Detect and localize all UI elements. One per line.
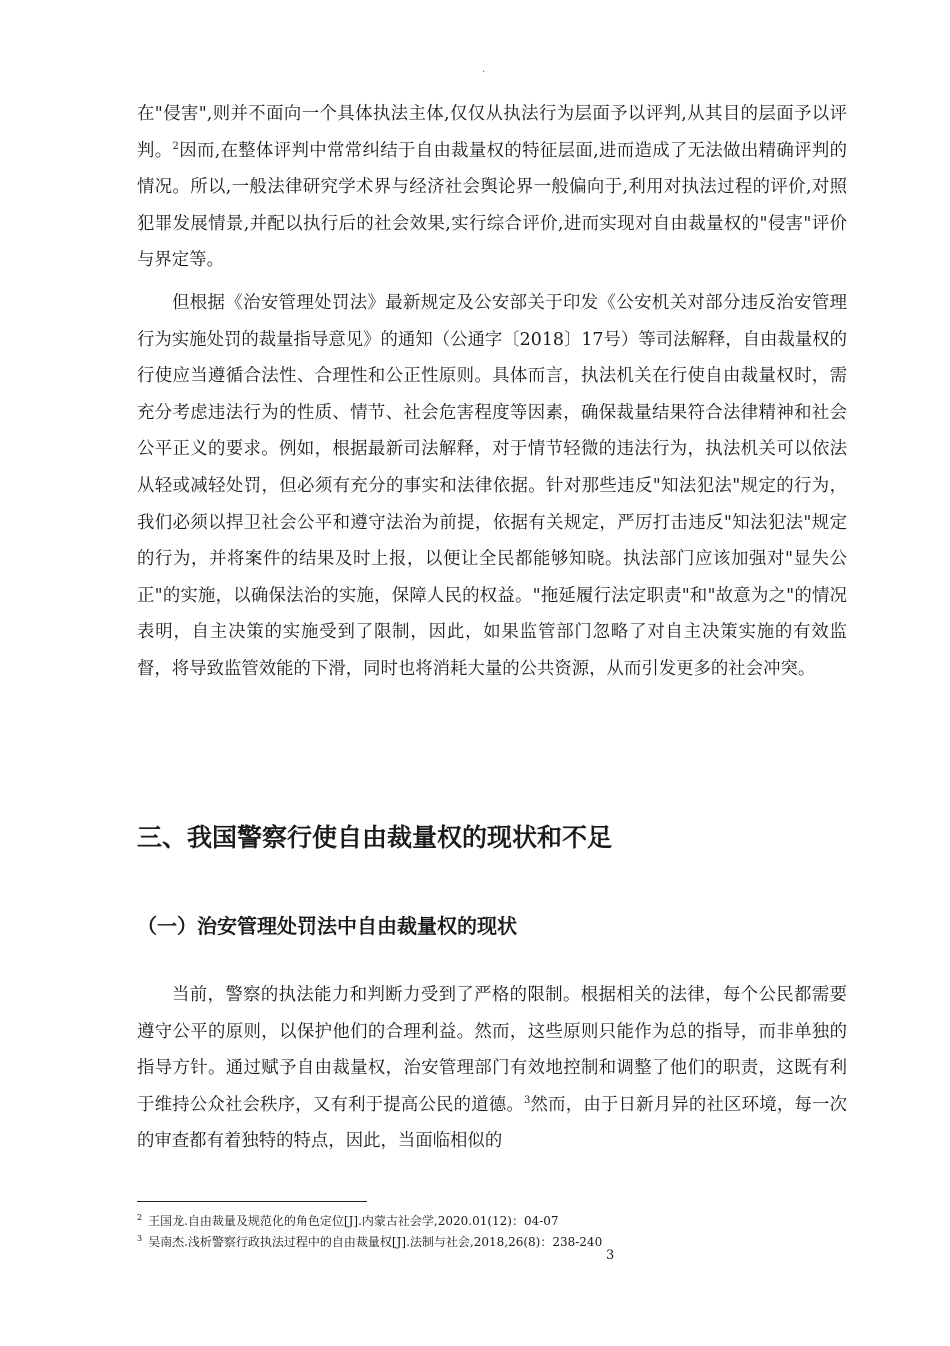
header-dot: . xyxy=(482,64,486,75)
footnote-item: $^2$ 王国龙.自由裁量及规范化的角色定位[J].内蒙古社会学,2020.01(12)：04-07 xyxy=(137,1213,559,1228)
body-paragraph-1 xyxy=(137,96,847,279)
body-paragraph-3 xyxy=(137,977,847,1160)
footnotes xyxy=(137,1209,837,1251)
paragraph-text: 当前，警察的执法能力和判断力受到了严格的限制。根据相关的法律，每个公民都需要遵守公平的原则，以保护他们的合理利益。然而，这些原则只能作为总的指导，而非单独的指导方针。通过赋予自由裁量权，治安管理部门有效地控制和调整了他们的职责，这既有利于维持公众社会秩序，又有利于提高公民的道德。$^3$然而，由于日新月异的社区环境，每一次的审查都有着独特的特点，因此，当面临相似的 xyxy=(137,985,847,1152)
footnote-ref[interactable]: 2 xyxy=(172,140,179,152)
paragraph-text: 但根据《治安管理处罚法》最新规定及公安部关于印发《公安机关对部分违反治安管理行为实施处罚的裁量指导意见》的通知（公通字〔2018〕17号）等司法解释，自由裁量权的行使应当遵循合法性、合理性和公正性原则。具体而言，执法机关在行使自由裁量权时，需充分考虑违法行为的性质、情节、社会危害程度等因素，确保裁量结果符合法律精神和社会公平正义的要求。例如，根据最新司法解释，对于情节轻微的违法行为，执法机关可以依法从轻或减轻处罚，但必须有充分的事实和法律依据。针对那些违反"知法犯法"规定的行为，我们必须以捍卫社会公平和遵守法治为前提，依据有关规定，严厉打击违反"知法犯法"规定的行为，并将案件的结果及时上报，以便让全民都能够知晓。执法部门应该加强对"显失公正"的实施，以确保法治的实施，保障人民的权益。"拖延履行法定职责"和"故意为之"的情况表明，自主决策的实施受到了限制，因此，如果监管部门忽略了对自主决策实施的有效监督，将导致监管效能的下滑，同时也将消耗大量的公共资源，从而引发更多的社会冲突。 xyxy=(137,293,847,679)
footnote-ref[interactable]: 3 xyxy=(523,1094,531,1106)
body-paragraph-2 xyxy=(137,285,847,688)
paragraph-text: 在"侵害",则并不面向一个具体执法主体,仅仅从执法行为层面予以评判,从其目的层面予以评判。$^2$因而,在整体评判中常常纠结于自由裁量权的特征层面,进而造成了无法做出精确评判的情况。所以,一般法律研究学术界与经济社会舆论界一般偏向于,利用对执法过程的评价,对照犯罪发展情景,并配以执行后的社会效果,实行综合评价,进而实现对自由裁量权的"侵害"评价与界定等。 xyxy=(137,104,847,271)
footnote-item: $^3$ 吴南杰.浅析警察行政执法过程中的自由裁量权[J].法制与社会,2018,26(8)：238-240 xyxy=(137,1234,603,1249)
section-heading: 三、我国警察行使自由裁量权的现状和不足 xyxy=(137,823,613,852)
footnote-divider xyxy=(137,1201,367,1202)
subsection-heading: （一）治安管理处罚法中自由裁量权的现状 xyxy=(137,914,517,938)
page-number: 3 xyxy=(606,1248,615,1263)
